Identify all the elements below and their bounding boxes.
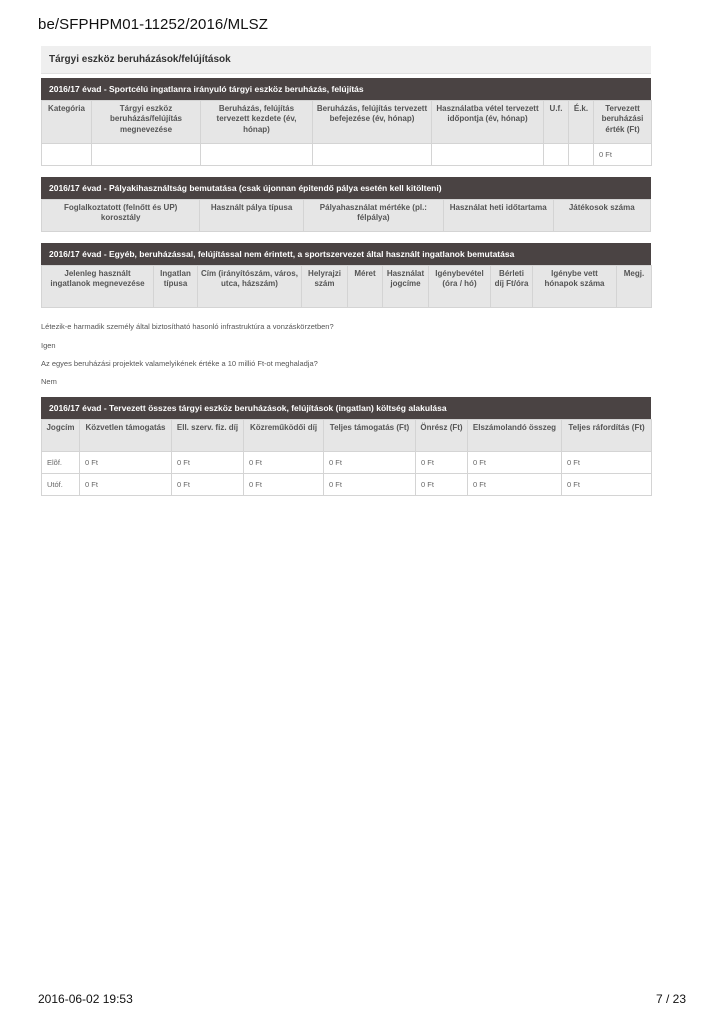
- cell: [313, 144, 432, 166]
- cell: 0 Ft: [244, 452, 324, 474]
- page-number: 7 / 23: [655, 992, 686, 1006]
- header-megj: Megj.: [617, 266, 652, 308]
- cell: 0 Ft: [594, 144, 652, 166]
- table1-title: 2016/17 évad - Sportcélú ingatlanra irányuló tárgyi eszköz beruházás, felújítás: [41, 78, 651, 100]
- header-elszamolando-osszeg: Elszámolandó összeg: [468, 420, 562, 452]
- cell: [42, 144, 92, 166]
- header-jogcime: Használat jogcíme: [383, 266, 429, 308]
- cell: 0 Ft: [80, 474, 172, 496]
- header-jogcim: Jogcím: [42, 420, 80, 452]
- header-uf: U.f.: [544, 101, 569, 144]
- header-kozremukodoi-dij: Közreműködői díj: [244, 420, 324, 452]
- cell: Utóf.: [42, 474, 80, 496]
- content: [41, 46, 651, 308]
- header-honapok-szama: Igénybe vett hónapok száma: [533, 266, 617, 308]
- header-palyahasznalat: Pályahasználat mértéke (pl.: félpálya): [303, 200, 443, 232]
- investment-table: [41, 100, 652, 166]
- cell: 0 Ft: [324, 474, 416, 496]
- header-korosztaly: Foglalkoztatott (felnőtt és UP) korosztály: [42, 200, 200, 232]
- table-row: [42, 474, 652, 496]
- table3-title: 2016/17 évad - Egyéb, beruházással, felújítással nem érintett, a sportszervezet által használt ingatlanok bemutatása: [41, 243, 651, 265]
- header-kozvetlen-tamogatas: Közvetlen támogatás: [80, 420, 172, 452]
- header-igenybevetel: Igénybevétel (óra / hó): [429, 266, 491, 308]
- cell: 0 Ft: [468, 474, 562, 496]
- header-onresz: Önrész (Ft): [416, 420, 468, 452]
- cell: [544, 144, 569, 166]
- table-row: [42, 452, 652, 474]
- document-id: be/SFPHPM01-11252/2016/MLSZ: [38, 16, 269, 33]
- question-1: Létezik-e harmadik személy által biztosítható hasonló infrastruktúra a vonzáskörzetben?: [41, 322, 334, 331]
- header-meret: Méret: [348, 266, 383, 308]
- footer-date: 2016-06-02 19:53: [38, 992, 133, 1006]
- cell: 0 Ft: [172, 452, 244, 474]
- header-heti-idotartam: Használat heti időtartama: [443, 200, 553, 232]
- cell: [569, 144, 594, 166]
- header-palya-tipusa: Használt pálya típusa: [200, 200, 304, 232]
- header-kezdete: Beruházás, felújítás tervezett kezdete (év, hónap): [201, 101, 313, 144]
- cell: 0 Ft: [416, 452, 468, 474]
- cost-table: [41, 419, 652, 496]
- cell: 0 Ft: [468, 452, 562, 474]
- cell: [201, 144, 313, 166]
- header-teljes-tamogatas: Teljes támogatás (Ft): [324, 420, 416, 452]
- header-ingatlan-megnevezes: Jelenleg használt ingatlanok megnevezése: [42, 266, 154, 308]
- cell: 0 Ft: [172, 474, 244, 496]
- header-jatekosok-szama: Játékosok száma: [553, 200, 650, 232]
- header-kategoria: Kategória: [42, 101, 92, 144]
- usage-table: [41, 199, 651, 232]
- section-title: Tárgyi eszköz beruházások/felújítások: [41, 46, 651, 74]
- header-tervezett-ertek: Tervezett beruházási érték (Ft): [594, 101, 652, 144]
- answer-2: Nem: [41, 377, 57, 386]
- table4-title: 2016/17 évad - Tervezett összes tárgyi eszköz beruházások, felújítások (ingatlan) költség alakulása: [41, 397, 651, 419]
- cell: [92, 144, 201, 166]
- header-ek: É.k.: [569, 101, 594, 144]
- header-teljes-raforditas: Teljes ráfordítás (Ft): [562, 420, 652, 452]
- header-befejezese: Beruházás, felújítás tervezett befejezése (év, hónap): [313, 101, 432, 144]
- header-ell-szerv-dij: Ell. szerv. fiz. díj: [172, 420, 244, 452]
- cell: [432, 144, 544, 166]
- header-berleti-dij: Bérleti díj Ft/óra: [491, 266, 533, 308]
- cell: Elõf.: [42, 452, 80, 474]
- cost-section: [41, 397, 651, 496]
- table2-title: 2016/17 évad - Pályakihasználtság bemutatása (csak újonnan épitendő pálya esetén kell kitölteni): [41, 177, 651, 199]
- header-helyrajzi-szam: Helyrajzi szám: [302, 266, 348, 308]
- question-2: Az egyes beruházási projektek valamelyikének értéke a 10 millió Ft-ot meghaladja?: [41, 359, 318, 368]
- other-properties-table: [41, 265, 652, 308]
- cell: 0 Ft: [324, 452, 416, 474]
- answer-1: Igen: [41, 341, 56, 350]
- header-ingatlan-tipusa: Ingatlan típusa: [154, 266, 198, 308]
- header-megnevezes: Tárgyi eszköz beruházás/felújítás megnevezése: [92, 101, 201, 144]
- cell: 0 Ft: [562, 452, 652, 474]
- header-cim: Cím (irányítószám, város, utca, házszám): [198, 266, 302, 308]
- header-hasznalatba-vetel: Használatba vétel tervezett időpontja (év, hónap): [432, 101, 544, 144]
- cell: 0 Ft: [80, 452, 172, 474]
- cell: 0 Ft: [562, 474, 652, 496]
- cell: 0 Ft: [416, 474, 468, 496]
- table-row: [42, 144, 652, 166]
- cell: 0 Ft: [244, 474, 324, 496]
